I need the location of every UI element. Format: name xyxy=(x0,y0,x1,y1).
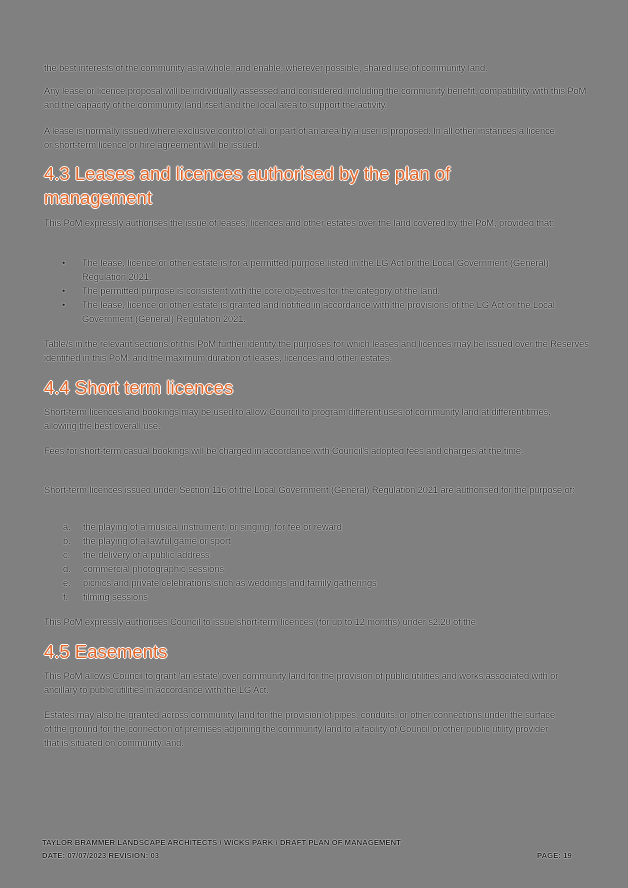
footer-page-number: PAGE: 19 xyxy=(537,851,572,860)
section-4-4-paragraph-3: Short-term licences issued under Section 116 of the Local Government (General) Regulation 2021 are authorised for the purpose of: xyxy=(44,485,575,495)
bullet-text: The permitted purpose is consistent with the core objectives for the category of the land. xyxy=(82,286,440,296)
purpose-text: the playing of a lawful game or sport xyxy=(83,536,231,546)
list-marker: c. xyxy=(63,550,71,560)
bullet-item xyxy=(62,284,577,298)
purpose-item xyxy=(63,548,563,562)
section-4-4-closing: This PoM expressly authorises Council to issue short-term licences (for up to 12 months) under s2.20 of the xyxy=(44,617,476,627)
section-4-5-paragraph-2: Estates may also be granted across community land for the provision of pipes, conduits, or other connections under the surface of the ground for the connection of premises adjoining the community land to a facility of Council or other public utility provider that is situated on community land. xyxy=(44,710,556,748)
section-4-3-closing: Table/s in the relevant sections of this PoM further identify the purposes for which leases and licences may be issued over the Reserves identified in this PoM, and the maximum duration of leases, licences and other estates. xyxy=(44,339,589,363)
purpose-item xyxy=(63,562,563,576)
section-heading-4-3: 4.3 Leases and licences authorised by the plan of management xyxy=(44,163,451,208)
purpose-text: commercial photographic sessions xyxy=(83,564,224,574)
bullet-item xyxy=(62,256,577,284)
bullet-text: The lease, licence or other estate is granted and notified in accordance with the provisions of the LG Act or the Local Government (General) Regulation 2021. xyxy=(82,300,555,324)
purpose-item xyxy=(63,590,563,604)
list-marker: b. xyxy=(63,536,71,546)
purpose-item xyxy=(63,520,563,534)
purpose-text: picnics and private celebrations such as weddings and family gatherings xyxy=(83,578,377,588)
section-heading-4-5: 4.5 Easements xyxy=(44,641,168,662)
intro-paragraph-1: the best interests of the community as a whole, and enable, wherever possible, shared use of community land. xyxy=(44,63,488,73)
purpose-item xyxy=(63,576,563,590)
section-heading-4-4: 4.4 Short term licences xyxy=(44,377,234,398)
list-marker: d. xyxy=(63,564,71,574)
list-marker: e. xyxy=(63,578,71,588)
section-4-3-intro: This PoM expressly authorises the issue of leases, licences and other estates over the land covered by the PoM, provided that: xyxy=(44,218,555,228)
intro-paragraph-2: Any lease or licence proposal will be individually assessed and considered, including the community benefit, compatibility with this PoM and the capacity of the community land itself and the local area to support the activity. xyxy=(44,86,587,110)
bullet-icon: • xyxy=(62,258,66,268)
section-4-4-purpose-list xyxy=(63,520,563,604)
footer-date-revision: DATE: 07/07/2023 REVISION: 03 xyxy=(42,851,160,860)
section-4-4-paragraph-2: Fees for short-term casual bookings will be charged in accordance with Council's adopted fees and charges at the time. xyxy=(44,446,524,456)
purpose-text: filming sessions xyxy=(83,592,148,602)
section-4-3-bullet-list xyxy=(62,256,577,326)
purpose-item xyxy=(63,534,563,548)
intro-paragraph-3: A lease is normally issued where exclusive control of all or part of an area by a user is proposed. In all other instances a licence or short-term licence or hire agreement will be issued. xyxy=(44,126,555,150)
bullet-text: The lease, licence or other estate is for a permitted purpose listed in the LG Act or the Local Government (General) Regulation 2021. xyxy=(82,258,549,282)
list-marker: f. xyxy=(63,592,69,602)
section-4-5-paragraph-1: This PoM allows Council to grant 'an estate' over community land for the provision of public utilities and works associated with or ancillary to public utilities in accordance with the LG Act. xyxy=(44,671,559,695)
section-4-4-paragraph-1: Short-term licences and bookings may be used to allow Council to program different uses of community land at different times, allowing the best overall use. xyxy=(44,407,551,431)
bullet-item xyxy=(62,298,577,326)
purpose-text: the playing of a musical instrument, or singing, for fee or reward xyxy=(83,522,342,532)
bullet-icon: • xyxy=(62,286,66,296)
bullet-icon: • xyxy=(62,300,66,310)
list-marker: a. xyxy=(63,522,71,532)
purpose-text: the delivery of a public address xyxy=(83,550,210,560)
footer-title: TAYLOR BRAMMER LANDSCAPE ARCHITECTS / WICKS PARK / DRAFT PLAN OF MANAGEMENT xyxy=(42,838,401,847)
